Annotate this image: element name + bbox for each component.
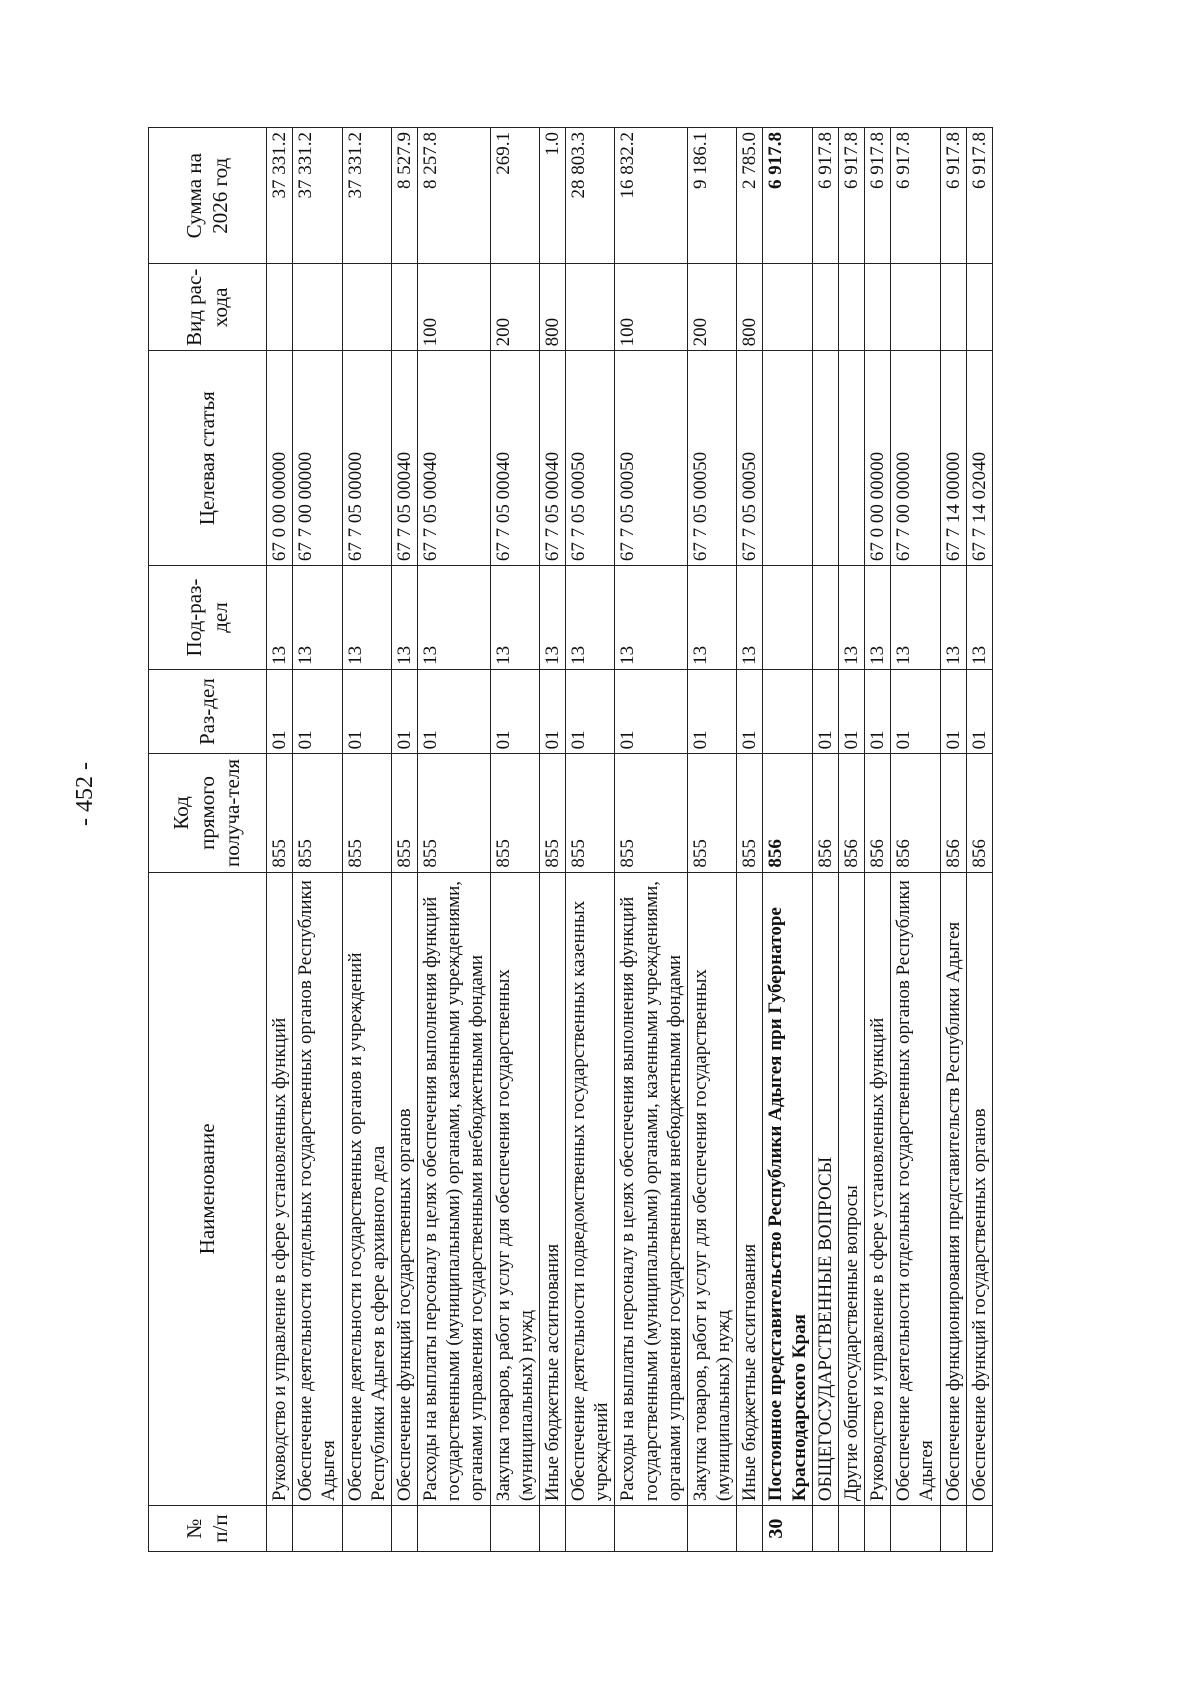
cell-part: 01 [737,669,763,753]
cell-amount: 9 186.1 [687,128,736,264]
cell-num [940,1506,966,1552]
table-row [615,128,688,1552]
cell-sub: 13 [737,566,763,670]
cell-amount: 6 917.8 [966,128,992,264]
cell-num [293,1506,342,1552]
table-row [418,128,491,1552]
cell-num [812,1506,838,1552]
cell-target: 67 0 00 00000 [267,351,293,566]
cell-code: 856 [812,754,838,872]
budget-table [148,127,993,1552]
cell-num [615,1506,688,1552]
cell-kind [763,264,812,351]
cell-code: 856 [838,754,864,872]
cell-target: 67 7 14 00000 [940,351,966,566]
cell-code: 856 [966,754,992,872]
cell-name: Обеспечение деятельности государственных органов и учреждений Республики Адыгея в сфере архивного дела [342,872,391,1506]
header-part: Раз-дел [149,669,267,753]
cell-sub: 13 [838,566,864,670]
cell-code: 855 [342,754,391,872]
cell-sub: 13 [391,566,417,670]
cell-sub: 13 [966,566,992,670]
cell-num [865,1506,891,1552]
cell-target: 67 7 05 00040 [490,351,539,566]
cell-name: Обеспечение деятельности подведомственных государственных казенных учреждений [566,872,615,1506]
cell-part: 01 [966,669,992,753]
cell-part: 01 [391,669,417,753]
cell-target: 67 7 05 00050 [737,351,763,566]
cell-kind: 200 [687,264,736,351]
table-row [687,128,736,1552]
cell-num [539,1506,565,1552]
cell-name: Расходы на выплаты персоналу в целях обеспечения выполнения функций государственными (муниципальными) органами, казенными учреждениями, органами управления государственными внебюджетными фондами [615,872,688,1506]
cell-code: 855 [490,754,539,872]
cell-num [342,1506,391,1552]
cell-target [838,351,864,566]
cell-amount: 6 917.8 [940,128,966,264]
cell-sub: 13 [293,566,342,670]
cell-part: 01 [342,669,391,753]
cell-part: 01 [812,669,838,753]
cell-amount: 1.0 [539,128,565,264]
header-code: Код прямого получа-теля [149,754,267,872]
cell-name: Иные бюджетные ассигнования [539,872,565,1506]
cell-num [966,1506,992,1552]
cell-sub: 13 [940,566,966,670]
cell-amount: 28 803.3 [566,128,615,264]
cell-name: Закупка товаров, работ и услуг для обеспечения государственных (муниципальных) нужд [490,872,539,1506]
cell-name: Обеспечение функций государственных органов [966,872,992,1506]
table-row [891,128,940,1552]
cell-part: 01 [566,669,615,753]
cell-kind [891,264,940,351]
cell-part: 01 [940,669,966,753]
table-row [812,128,838,1552]
cell-num [566,1506,615,1552]
cell-amount: 6 917.8 [838,128,864,264]
table-row [490,128,539,1552]
table-row [966,128,992,1552]
cell-name: Обеспечение функций государственных органов [391,872,417,1506]
rotated-table-container [148,127,1078,1552]
cell-amount: 37 331.2 [342,128,391,264]
cell-kind [966,264,992,351]
cell-sub: 13 [490,566,539,670]
cell-code: 855 [737,754,763,872]
cell-code: 855 [418,754,491,872]
cell-kind [267,264,293,351]
cell-name: Закупка товаров, работ и услуг для обеспечения государственных (муниципальных) нужд [687,872,736,1506]
cell-code: 855 [615,754,688,872]
cell-name: Расходы на выплаты персоналу в целях обеспечения выполнения функций государственными (муниципальными) органами, казенными учреждениями, органами управления государственными внебюджетными фондами [418,872,491,1506]
cell-sub: 13 [891,566,940,670]
cell-num [391,1506,417,1552]
cell-amount: 8 257.8 [418,128,491,264]
table-row [737,128,763,1552]
cell-target: 67 7 00 00000 [293,351,342,566]
cell-part: 01 [891,669,940,753]
header-amount: Сумма на 2026 год [149,128,267,264]
cell-sub: 13 [418,566,491,670]
cell-target: 67 7 05 00050 [566,351,615,566]
cell-part [763,669,812,753]
cell-part: 01 [687,669,736,753]
table-row [391,128,417,1552]
cell-kind [838,264,864,351]
cell-sub: 13 [687,566,736,670]
cell-amount: 8 527.9 [391,128,417,264]
cell-num [891,1506,940,1552]
table-row [539,128,565,1552]
cell-kind [391,264,417,351]
cell-sub: 13 [342,566,391,670]
cell-kind: 800 [737,264,763,351]
cell-kind [342,264,391,351]
cell-num [737,1506,763,1552]
header-kind: Вид рас-хода [149,264,267,351]
cell-name: Иные бюджетные ассигнования [737,872,763,1506]
cell-code: 855 [687,754,736,872]
cell-sub: 13 [539,566,565,670]
cell-part: 01 [418,669,491,753]
cell-sub: 13 [566,566,615,670]
table-row [763,128,812,1552]
cell-target: 67 7 05 00040 [539,351,565,566]
cell-target: 67 7 05 00040 [391,351,417,566]
cell-num [267,1506,293,1552]
cell-amount: 6 917.8 [865,128,891,264]
cell-kind [812,264,838,351]
header-num: № п/п [149,1506,267,1552]
cell-target: 67 7 00 00000 [891,351,940,566]
header-sub: Под-раз-дел [149,566,267,670]
table-body [267,128,993,1552]
cell-amount: 6 917.8 [812,128,838,264]
cell-amount: 16 832.2 [615,128,688,264]
cell-kind: 100 [615,264,688,351]
cell-part: 01 [293,669,342,753]
cell-part: 01 [615,669,688,753]
cell-part: 01 [865,669,891,753]
page-number: - 452 - [72,762,98,826]
cell-name: ОБЩЕГОСУДАРСТВЕННЫЕ ВОПРОСЫ [812,872,838,1506]
cell-target: 67 7 05 00050 [615,351,688,566]
cell-part: 01 [267,669,293,753]
cell-name: Постоянное представительство Республики Адыгея при Губернаторе Краснодарского Края [763,872,812,1506]
cell-name: Другие общегосударственные вопросы [838,872,864,1506]
cell-code: 855 [293,754,342,872]
table-row [293,128,342,1552]
cell-kind [940,264,966,351]
cell-kind [566,264,615,351]
cell-name: Обеспечение деятельности отдельных государственных органов Республики Адыгея [293,872,342,1506]
table-header-row [149,128,267,1552]
cell-kind [293,264,342,351]
cell-num [838,1506,864,1552]
cell-sub: 13 [865,566,891,670]
header-target: Целевая статья [149,351,267,566]
cell-code: 855 [566,754,615,872]
cell-sub: 13 [615,566,688,670]
cell-code: 856 [865,754,891,872]
table-row [566,128,615,1552]
cell-code: 856 [763,754,812,872]
cell-sub [812,566,838,670]
cell-code: 856 [940,754,966,872]
cell-name: Руководство и управление в сфере установленных функций [267,872,293,1506]
cell-amount: 269.1 [490,128,539,264]
cell-sub: 13 [267,566,293,670]
cell-code: 855 [539,754,565,872]
cell-name: Обеспечение функционирования представительств Республики Адыгея [940,872,966,1506]
cell-target: 67 7 14 02040 [966,351,992,566]
cell-code: 856 [891,754,940,872]
cell-amount: 2 785.0 [737,128,763,264]
cell-part: 01 [539,669,565,753]
cell-name: Обеспечение деятельности отдельных государственных органов Республики Адыгея [891,872,940,1506]
cell-target: 67 7 05 00050 [687,351,736,566]
table-row [940,128,966,1552]
cell-target: 67 7 05 00040 [418,351,491,566]
cell-target: 67 7 05 00000 [342,351,391,566]
cell-amount: 6 917.8 [763,128,812,264]
table-row [838,128,864,1552]
cell-part: 01 [838,669,864,753]
cell-num [418,1506,491,1552]
cell-kind: 800 [539,264,565,351]
cell-part: 01 [490,669,539,753]
table-row [865,128,891,1552]
cell-kind: 200 [490,264,539,351]
table-row [342,128,391,1552]
cell-target [812,351,838,566]
cell-num: 30 [763,1506,812,1552]
cell-name: Руководство и управление в сфере установленных функций [865,872,891,1506]
cell-num [490,1506,539,1552]
cell-code: 855 [267,754,293,872]
cell-target [763,351,812,566]
header-name: Наименование [149,872,267,1506]
cell-kind: 100 [418,264,491,351]
cell-sub [763,566,812,670]
cell-amount: 37 331.2 [293,128,342,264]
cell-amount: 37 331.2 [267,128,293,264]
cell-code: 855 [391,754,417,872]
cell-kind [865,264,891,351]
cell-num [687,1506,736,1552]
cell-amount: 6 917.8 [891,128,940,264]
table-row [267,128,293,1552]
cell-target: 67 0 00 00000 [865,351,891,566]
